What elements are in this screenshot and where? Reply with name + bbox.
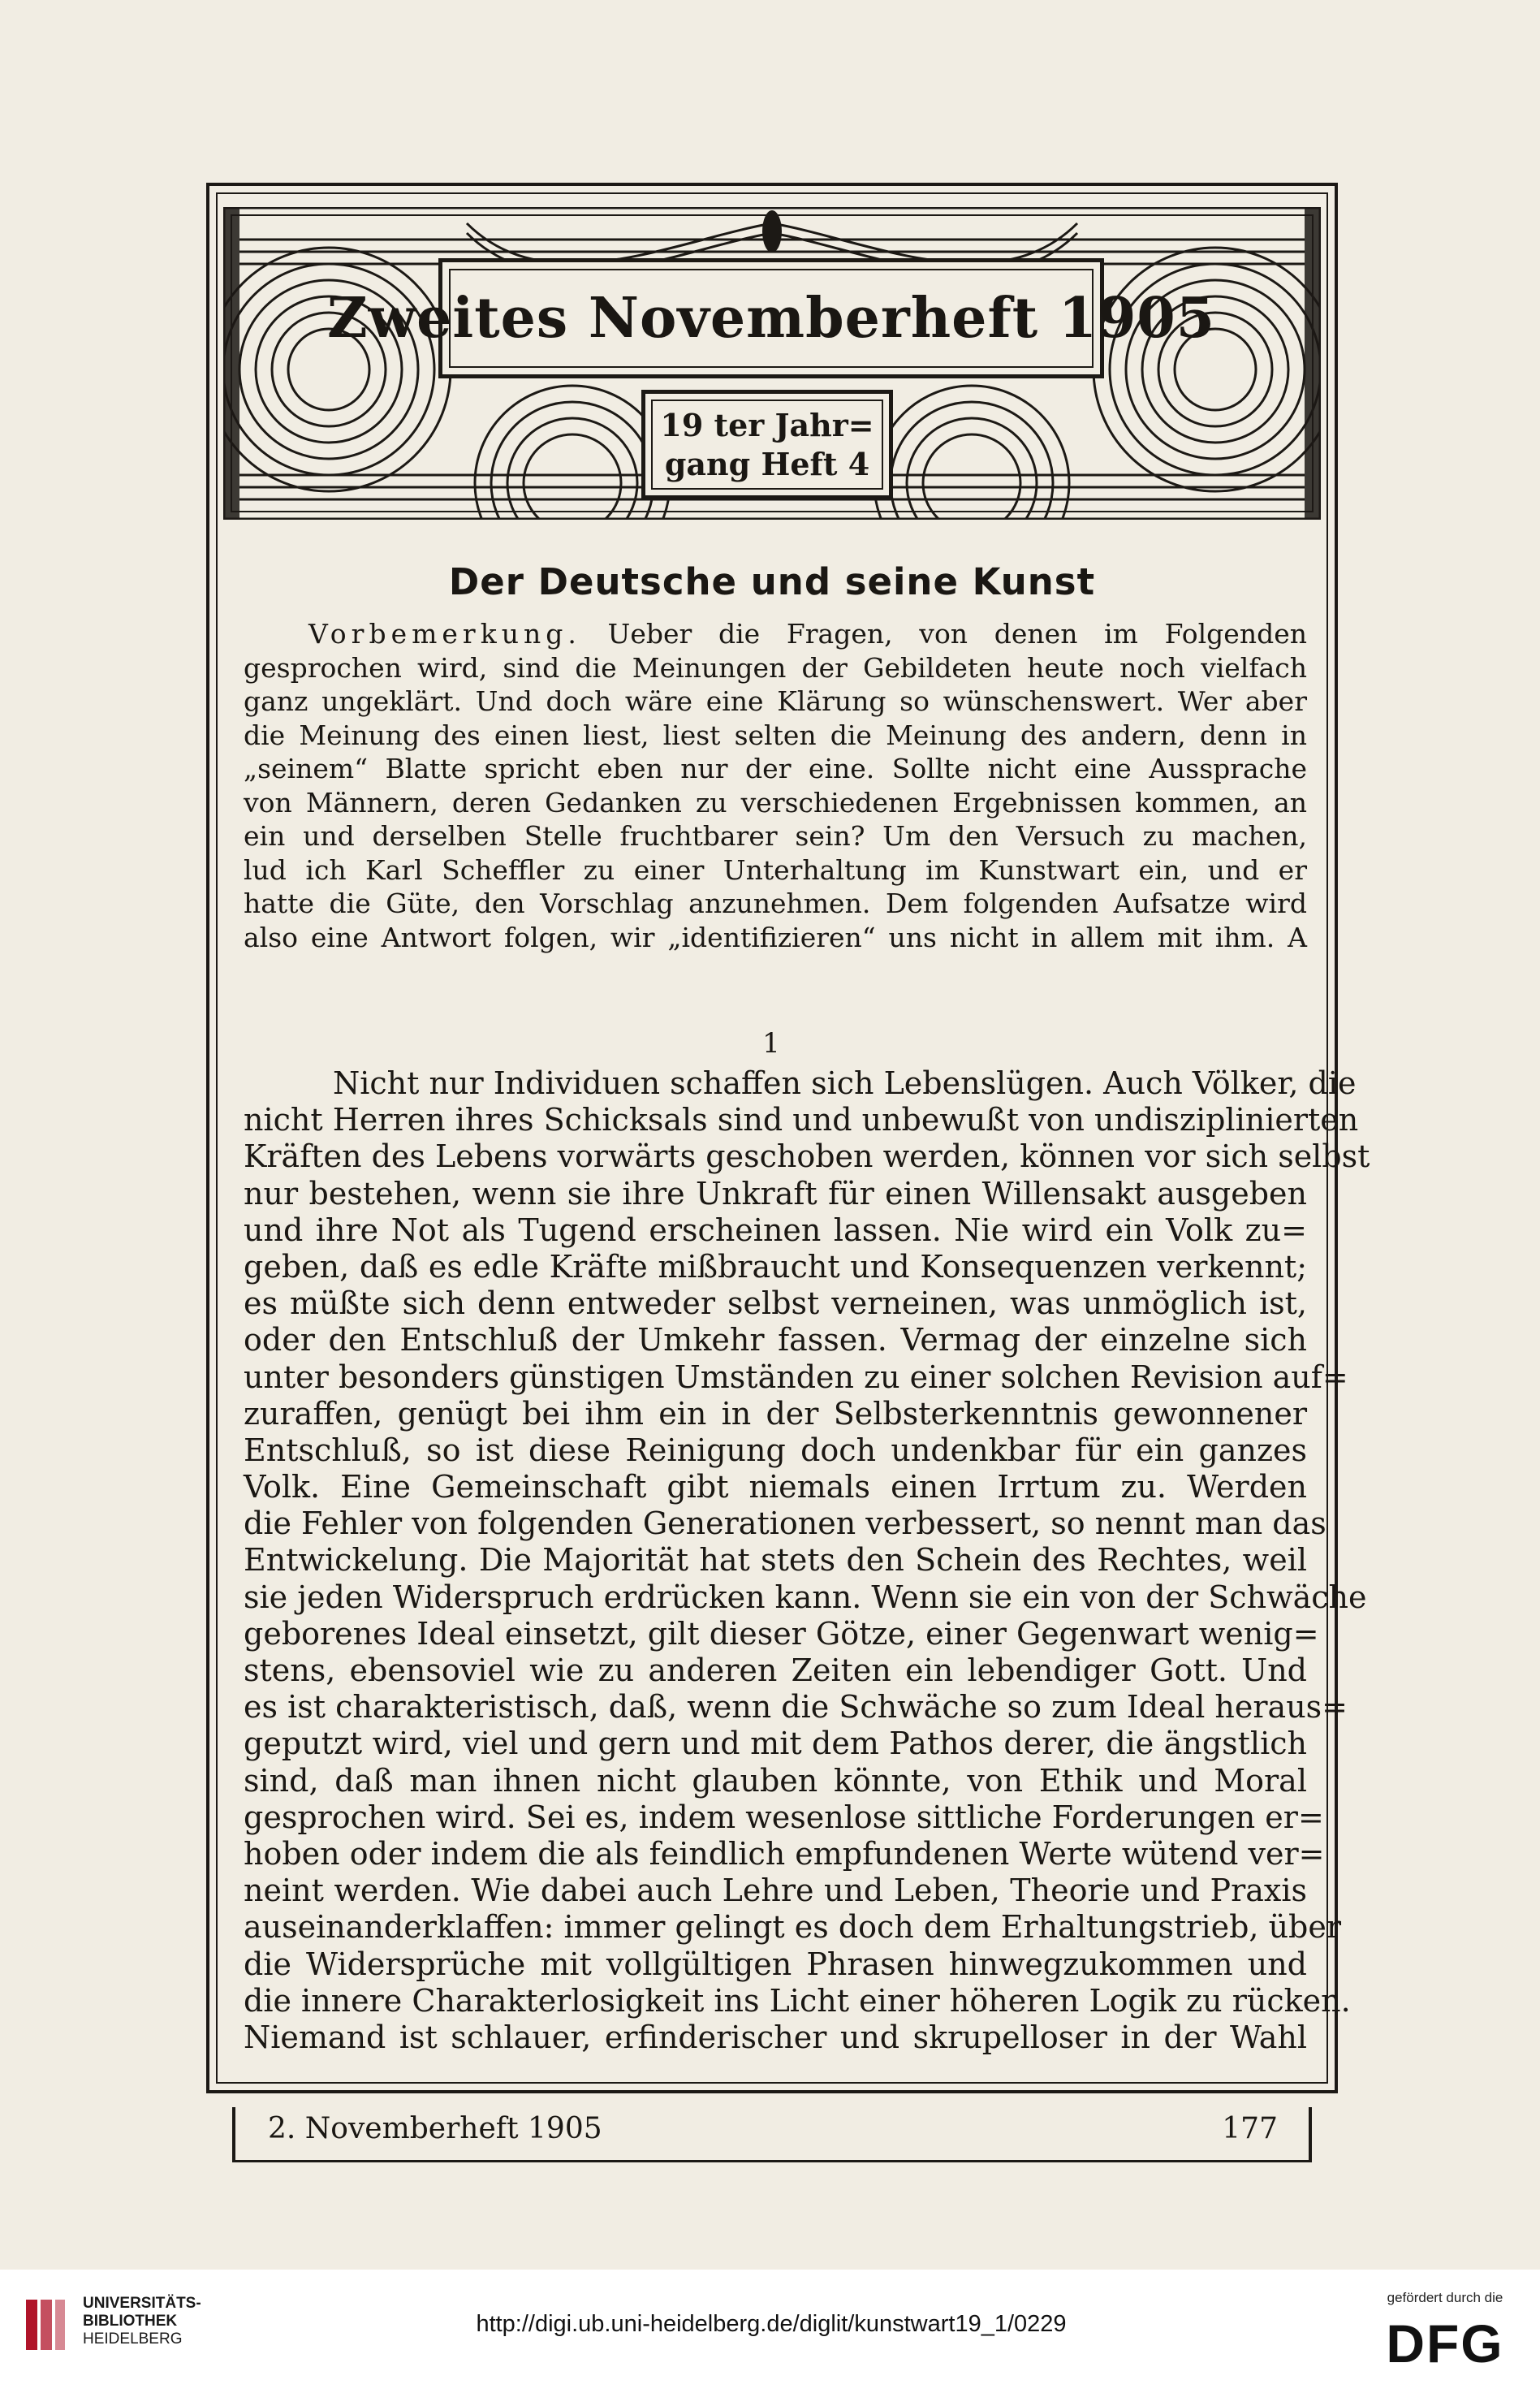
article-body: [244, 1065, 1370, 2056]
body-line: Nicht nur Individuen schaffen sich Lebenslügen. Auch Völker, die: [333, 1065, 1357, 1101]
body-line: neint werden. Wie dabei auch Lehre und Leben, Theorie und Praxis: [244, 1873, 1307, 1909]
prelim-line: lud ich Karl Scheffler zu einer Unterhaltung im Kunstwart ein, und er: [244, 853, 1307, 886]
prelim-text: Ueber die Fragen, von denen im Folgenden: [607, 618, 1307, 650]
prelim-line: [244, 617, 1307, 651]
running-title: 2. Novemberheft 1905: [268, 2112, 602, 2145]
page-footer: [232, 2107, 1312, 2162]
funding-note: gefördert durch die: [1387, 2290, 1503, 2305]
body-line: geputzt wird, viel und gern und mit dem Pathos derer, die ängstlich: [244, 1726, 1307, 1762]
body-line: nicht Herren ihres Schicksals sind und unbewußt von undisziplinierten: [244, 1102, 1359, 1138]
prelim-line: „seinem“ Blatte spricht eben nur der eine. Sollte nicht eine Aussprache: [244, 753, 1307, 784]
body-line: Kräften des Lebens vorwärts geschoben werden, können vor sich selbst: [244, 1138, 1370, 1175]
issue-line: gang Heft 4: [664, 445, 870, 482]
body-line: geben, daß es edle Kräfte mißbraucht und Konsequenzen verkennt;: [244, 1248, 1307, 1285]
body-line: die innere Charakterlosigkeit ins Licht einer höheren Logik zu rücken.: [244, 1982, 1351, 2019]
body-line: stens, ebensoviel wie zu anderen Zeiten ein lebendiger Gott. Und: [244, 1652, 1307, 1688]
preliminary-note: [244, 617, 1307, 954]
body-line: es müßte sich denn entweder selbst verneinen, was unmöglich ist,: [244, 1285, 1307, 1322]
body-line: zuraffen, genügt bei ihm ein in der Selbsterkenntnis gewonnener: [244, 1395, 1307, 1432]
body-line: auseinanderklaffen: immer gelingt es doch dem Erhaltungstrieb, über: [244, 1909, 1342, 1946]
article-title: Der Deutsche und seine Kunst: [448, 560, 1096, 603]
body-line: geborenes Ideal einsetzt, gilt dieser Götze, einer Gegenwart wenig=: [244, 1615, 1319, 1652]
university-library-logo: [21, 2296, 70, 2353]
prelim-line: hatte die Güte, den Vorschlag anzunehmen. Dem folgenden Aufsatze wird: [244, 888, 1307, 919]
body-line: sind, daß man ihnen nicht glauben könnte, von Ethik und Moral: [244, 1762, 1307, 1799]
body-line: oder den Entschluß der Umkehr fassen. Vermag der einzelne sich: [244, 1322, 1307, 1358]
prelim-line: ganz ungeklärt. Und doch wäre eine Klärung so wünschenswert. Wer aber: [244, 685, 1307, 717]
body-line: die Widersprüche mit vollgültigen Phrasen hinwegzukommen und: [244, 1946, 1307, 1982]
body-line: es ist charakteristisch, daß, wenn die Schwäche so zum Ideal heraus=: [244, 1689, 1348, 1726]
volume-line: 19 ter Jahr=: [660, 406, 874, 443]
library-name: [83, 2295, 201, 2348]
prelim-line: gesprochen wird, sind die Meinungen der Gebildeten heute noch vielfach: [244, 651, 1307, 684]
body-line: Entschluß, so ist diese Reinigung doch undenkbar für ein ganzes: [244, 1432, 1307, 1468]
body-line: nur bestehen, wenn sie ihre Unkraft für einen Willensakt ausgeben: [244, 1175, 1307, 1212]
issue-title-box: [326, 258, 1216, 378]
body-line: hoben oder indem die als feindlich empfundenen Werte wütend ver=: [244, 1835, 1325, 1872]
issue-title: Zweites Novemberheft 1905: [326, 286, 1216, 351]
body-line: und ihre Not als Tugend erscheinen lassen. Nie wird ein Volk zu=: [244, 1212, 1307, 1248]
prelim-line: von Männern, deren Gedanken zu verschiedenen Ergebnissen kommen, an: [244, 786, 1307, 819]
prelim-line: ein und derselben Stelle fruchtbarer sein? Um den Versuch zu machen,: [244, 820, 1307, 852]
prelim-line: die Meinung des einen liest, liest selten die Meinung des andern, denn in: [244, 719, 1307, 751]
body-line: gesprochen wird. Sei es, indem wesenlose sittliche Forderungen er=: [244, 1799, 1324, 1835]
section-number: 1: [762, 1027, 780, 1060]
body-line: Niemand ist schlauer, erfinderischer und skrupelloser in der Wahl: [244, 2019, 1307, 2055]
prelim-label: Vorbemerkung.: [308, 618, 581, 650]
prelim-line: also eine Antwort folgen, wir „identifizieren“ uns nicht in allem mit ihm. A: [244, 921, 1307, 953]
body-line: Entwickelung. Die Majorität hat stets den Schein des Rechtes, weil: [244, 1542, 1307, 1579]
body-line: unter besonders günstigen Umständen zu einer solchen Revision auf=: [244, 1358, 1348, 1395]
body-line: sie jeden Widerspruch erdrücken kann. Wenn sie ein von der Schwäche: [244, 1579, 1367, 1615]
page-number: 177: [1222, 2112, 1278, 2145]
library-name-line: HEIDELBERG: [83, 2330, 183, 2348]
document-url-link[interactable]: http://digi.ub.uni-heidelberg.de/diglit/kunstwart19_1/0229: [476, 2311, 1067, 2337]
body-line: Volk. Eine Gemeinschaft gibt niemals einen Irrtum zu. Werden: [244, 1469, 1307, 1505]
library-name-line: UNIVERSITÄTS-: [83, 2295, 201, 2312]
dfg-logo: DFG: [1386, 2313, 1504, 2374]
library-name-line: BIBLIOTHEK: [83, 2313, 178, 2330]
body-line: die Fehler von folgenden Generationen verbessert, so nennt man das: [244, 1505, 1326, 1542]
volume-issue-box: [641, 390, 893, 499]
